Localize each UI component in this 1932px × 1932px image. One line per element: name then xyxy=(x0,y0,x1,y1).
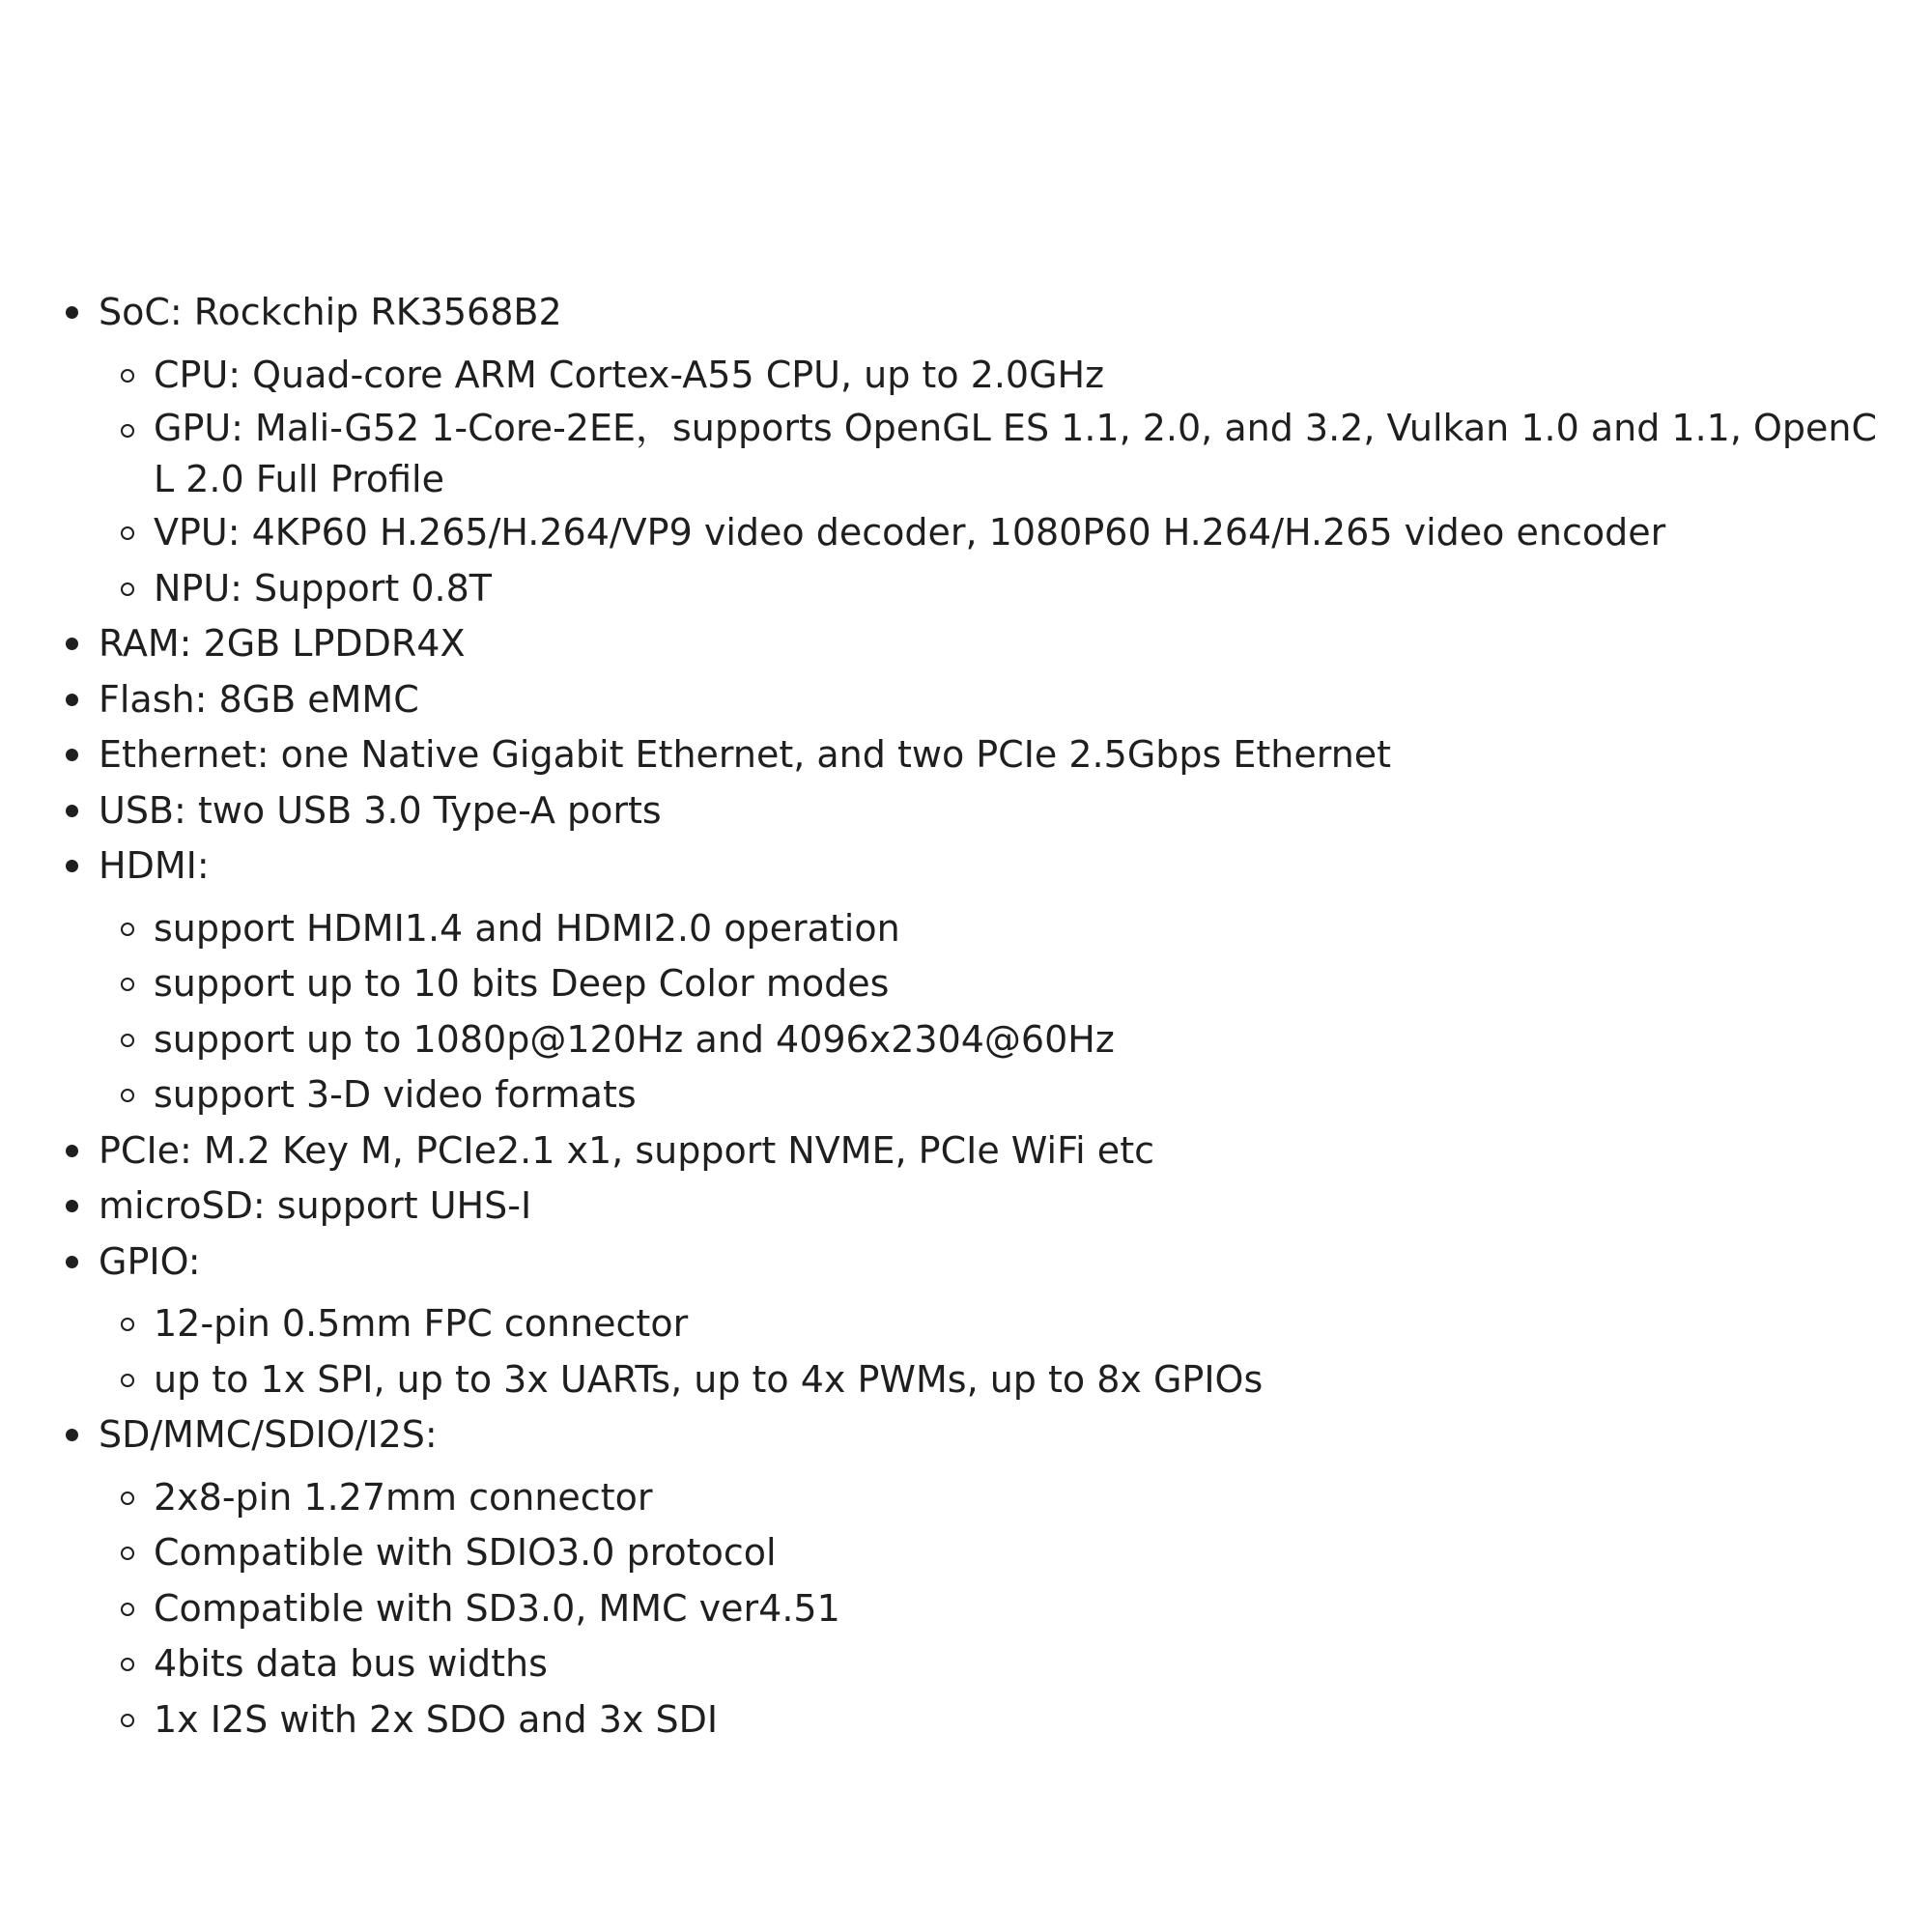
spec-item-gpio xyxy=(0,1235,1893,1408)
spec-list xyxy=(0,285,1893,1747)
spec-subitem-bus-width xyxy=(0,1636,1893,1692)
spec-subitem-label: Compatible with SD3.0, MMC ver4.51 xyxy=(154,1586,840,1630)
spec-item-ethernet xyxy=(0,727,1893,783)
spec-item-hdmi xyxy=(0,838,1893,1123)
spec-sublist-sd-mmc-sdio-i2s xyxy=(0,1470,1893,1748)
spec-item-pcie xyxy=(0,1123,1893,1179)
spec-subitem-label: NPU: Support 0.8T xyxy=(154,566,492,610)
spec-item-usb xyxy=(0,783,1893,839)
spec-subitem-cpu xyxy=(0,348,1893,404)
spec-subitem-label: up to 1x SPI, up to 3x UARTs, up to 4x PWMs, up to 8x GPIOs xyxy=(154,1357,1264,1401)
spec-subitem-label: support HDMI1.4 and HDMI2.0 operation xyxy=(154,906,900,950)
spec-item-label: SD/MMC/SDIO/I2S: xyxy=(99,1413,438,1456)
spec-subitem-i2s xyxy=(0,1692,1893,1748)
spec-subitem-hdmi-deep-color xyxy=(0,956,1893,1012)
spec-subitem-sd-mmc-compat xyxy=(0,1581,1893,1637)
spec-item-flash xyxy=(0,672,1893,728)
spec-item-label: PCIe: M.2 Key M, PCIe2.1 x1, support NVME, PCIe WiFi etc xyxy=(99,1128,1154,1172)
spec-sublist-gpio xyxy=(0,1296,1893,1407)
spec-subitem-label: support 3-D video formats xyxy=(154,1073,637,1116)
spec-subitem-label: 4bits data bus widths xyxy=(154,1642,548,1685)
spec-item-label: GPIO: xyxy=(99,1239,201,1283)
spec-item-label: SoC: Rockchip RK3568B2 xyxy=(99,291,562,333)
spec-item-label: Ethernet: one Native Gigabit Ethernet, and two PCIe 2.5Gbps Ethernet xyxy=(99,733,1392,776)
spec-subitem-hdmi-3d xyxy=(0,1067,1893,1123)
spec-sublist-hdmi xyxy=(0,901,1893,1123)
spec-subitem-label: VPU: 4KP60 H.265/H.264/VP9 video decoder, 1080P60 H.264/H.265 video encoder xyxy=(154,511,1666,554)
spec-subitem-sdio-connector xyxy=(0,1470,1893,1526)
spec-item-sd-mmc-sdio-i2s xyxy=(0,1407,1893,1747)
spec-subitem-gpio-interfaces xyxy=(0,1352,1893,1408)
spec-item-ram xyxy=(0,616,1893,672)
spec-subitem-sdio-protocol xyxy=(0,1525,1893,1581)
spec-sublist-soc xyxy=(0,348,1893,617)
spec-subitem-npu xyxy=(0,561,1893,617)
spec-subitem-hdmi-operation xyxy=(0,901,1893,957)
spec-subitem-label: GPU: Mali-G52 1-Core-2EE，supports OpenGL ES 1.1, 2.0, and 3.2, Vulkan 1.0 and 1.1, OpenCL 2.0 Full Profile xyxy=(154,407,1878,500)
spec-item-label: HDMI: xyxy=(99,844,210,887)
spec-item-label: microSD: support UHS-I xyxy=(99,1184,532,1227)
spec-subitem-label: 1x I2S with 2x SDO and 3x SDI xyxy=(154,1697,719,1741)
spec-subitem-label: 12-pin 0.5mm FPC connector xyxy=(154,1302,689,1345)
spec-subitem-vpu xyxy=(0,505,1893,561)
spec-item-soc xyxy=(0,285,1893,616)
spec-subitem-label: Compatible with SDIO3.0 protocol xyxy=(154,1531,777,1574)
spec-subitem-label: support up to 10 bits Deep Color modes xyxy=(154,962,890,1005)
spec-subitem-gpu xyxy=(0,403,1893,505)
spec-subitem-label: support up to 1080p@120Hz and 4096x2304@60Hz xyxy=(154,1017,1115,1061)
spec-subitem-hdmi-resolution xyxy=(0,1012,1893,1068)
spec-subitem-gpio-connector xyxy=(0,1296,1893,1352)
spec-item-label: Flash: 8GB eMMC xyxy=(99,677,419,721)
spec-subitem-label: CPU: Quad-core ARM Cortex-A55 CPU, up to 2.0GHz xyxy=(154,353,1105,396)
spec-item-label: USB: two USB 3.0 Type-A ports xyxy=(99,788,662,832)
spec-item-label: RAM: 2GB LPDDR4X xyxy=(99,622,466,665)
spec-subitem-label: 2x8-pin 1.27mm connector xyxy=(154,1475,653,1519)
spec-item-microsd xyxy=(0,1179,1893,1235)
